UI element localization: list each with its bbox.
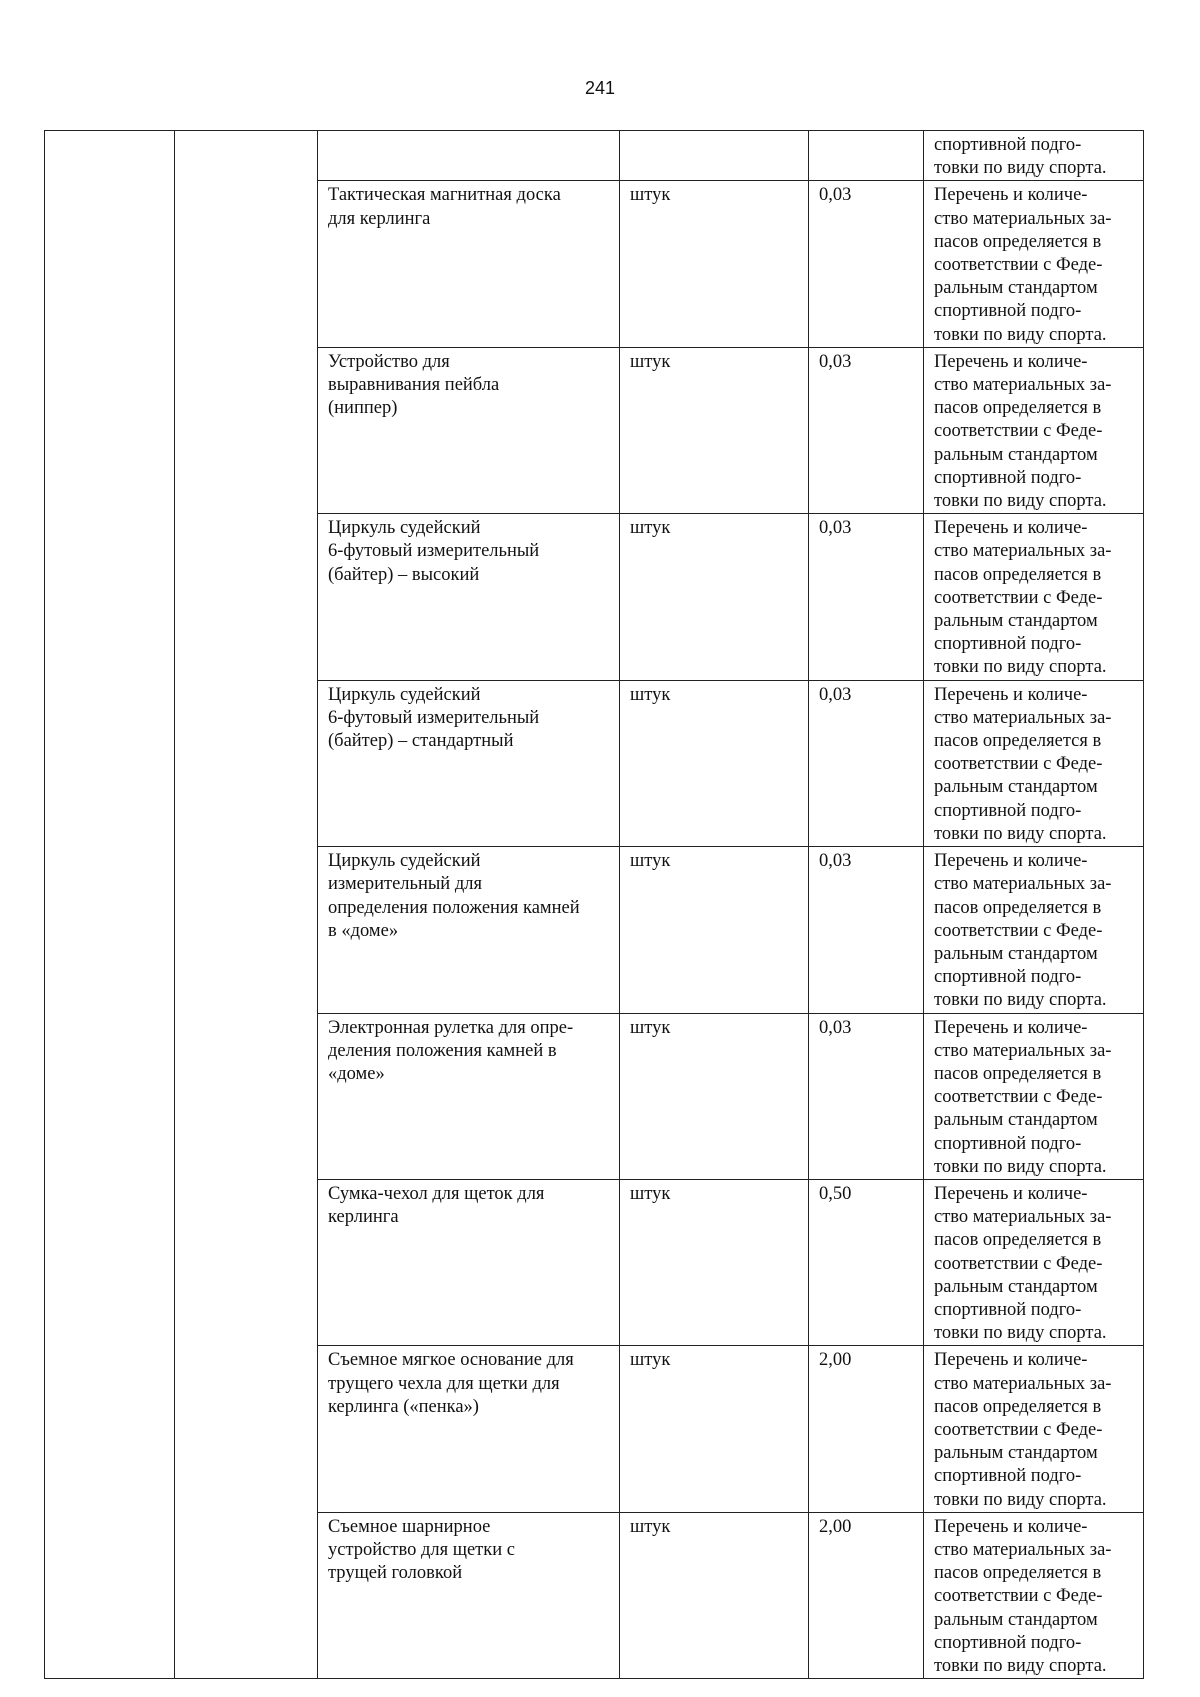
note-cell: спортивной подго- товки по виду спорта. (924, 131, 1144, 181)
item-quantity-cell: 0,03 (809, 847, 924, 1013)
empty-cell (175, 131, 318, 1679)
item-unit-cell: штук (620, 1512, 809, 1678)
note-cell: Перечень и количе- ство материальных за- пасов определяется в соответствии с Феде- ральным стандартом спортивной подго- товки по виду спорта. (924, 514, 1144, 680)
item-unit-cell: штук (620, 514, 809, 680)
item-unit-cell: штук (620, 1013, 809, 1179)
note-cell: Перечень и количе- ство материальных за- пасов определяется в соответствии с Феде- ральным стандартом спортивной подго- товки по виду спорта. (924, 1179, 1144, 1345)
item-unit-cell: штук (620, 1346, 809, 1512)
item-quantity-cell: 2,00 (809, 1512, 924, 1678)
note-cell: Перечень и количе- ство материальных за- пасов определяется в соответствии с Феде- ральным стандартом спортивной подго- товки по виду спорта. (924, 1512, 1144, 1678)
item-name-cell: Съемное шарнирное устройство для щетки с трущей головкой (318, 1512, 620, 1678)
note-cell: Перечень и количе- ство материальных за- пасов определяется в соответствии с Феде- ральным стандартом спортивной подго- товки по виду спорта. (924, 847, 1144, 1013)
item-quantity-cell: 0,03 (809, 181, 924, 347)
empty-cell (45, 131, 175, 1679)
item-quantity-cell: 0,03 (809, 514, 924, 680)
item-quantity-cell: 2,00 (809, 1346, 924, 1512)
empty-cell (809, 131, 924, 181)
page-number: 241 (584, 78, 616, 98)
note-cell: Перечень и количе- ство материальных за- пасов определяется в соответствии с Феде- ральным стандартом спортивной подго- товки по виду спорта. (924, 680, 1144, 846)
item-quantity-cell: 0,03 (809, 1013, 924, 1179)
empty-cell (318, 131, 620, 181)
item-quantity-cell: 0,50 (809, 1179, 924, 1345)
item-unit-cell: штук (620, 347, 809, 513)
item-name-cell: Циркуль судейский 6-футовый измерительный (байтер) – высокий (318, 514, 620, 680)
item-unit-cell: штук (620, 680, 809, 846)
item-name-cell: Съемное мягкое основание для трущего чехла для щетки для керлинга («пенка») (318, 1346, 620, 1512)
item-name-cell: Циркуль судейский измерительный для определения положения камней в «доме» (318, 847, 620, 1013)
item-name-cell: Сумка-чехол для щеток для керлинга (318, 1179, 620, 1345)
item-quantity-cell: 0,03 (809, 347, 924, 513)
note-cell: Перечень и количе- ство материальных за- пасов определяется в соответствии с Феде- ральным стандартом спортивной подго- товки по виду спорта. (924, 1013, 1144, 1179)
note-cell: Перечень и количе- ство материальных за- пасов определяется в соответствии с Феде- ральным стандартом спортивной подго- товки по виду спорта. (924, 1346, 1144, 1512)
note-cell: Перечень и количе- ство материальных за- пасов определяется в соответствии с Феде- ральным стандартом спортивной подго- товки по виду спорта. (924, 347, 1144, 513)
item-unit-cell: штук (620, 847, 809, 1013)
note-cell: Перечень и количе- ство материальных за- пасов определяется в соответствии с Феде- ральным стандартом спортивной подго- товки по виду спорта. (924, 181, 1144, 347)
equipment-table (44, 130, 1144, 1679)
table-row-continued (45, 131, 1144, 181)
item-quantity-cell: 0,03 (809, 680, 924, 846)
item-name-cell: Электронная рулетка для опре- деления положения камней в «доме» (318, 1013, 620, 1179)
item-unit-cell: штук (620, 181, 809, 347)
empty-cell (620, 131, 809, 181)
item-name-cell: Тактическая магнитная доска для керлинга (318, 181, 620, 347)
item-name-cell: Циркуль судейский 6-футовый измерительный (байтер) – стандартный (318, 680, 620, 846)
item-name-cell: Устройство для выравнивания пейбла (ниппер) (318, 347, 620, 513)
item-unit-cell: штук (620, 1179, 809, 1345)
